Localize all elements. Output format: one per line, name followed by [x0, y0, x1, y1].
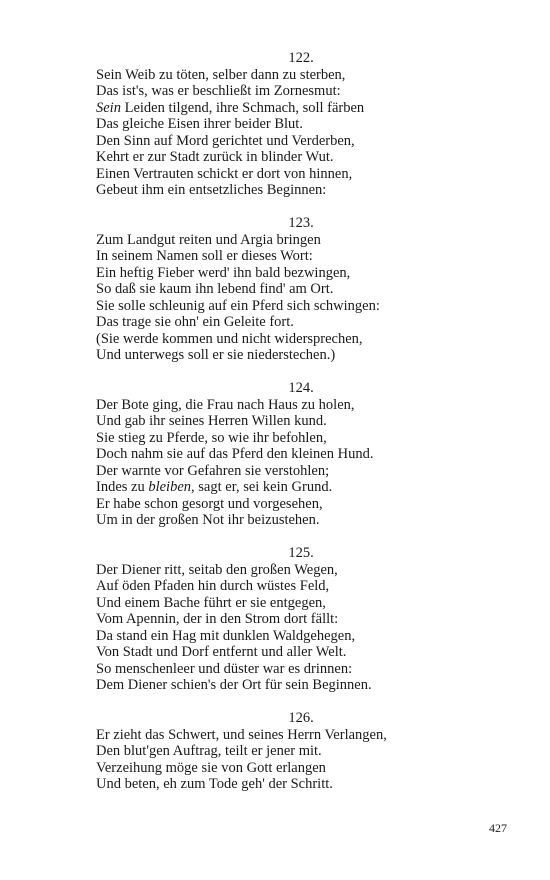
- verse-text: Indes zu: [96, 479, 149, 495]
- stanza-123: [96, 215, 496, 364]
- verse-line: Das trage sie ohn' ein Geleite fort.: [96, 314, 294, 330]
- verse-line: Das gleiche Eisen ihrer beider Blut.: [96, 116, 303, 132]
- stanza-number: 126.: [288, 710, 314, 726]
- verse-line: Da stand ein Hag mit dunklen Waldgehegen,: [96, 627, 356, 644]
- verse-line: Kehrt er zur Stadt zurück in blinder Wut.: [96, 149, 334, 165]
- stanza-125: [96, 545, 496, 694]
- verse-line: Und gab ihr seines Herren Willen kund.: [96, 413, 327, 429]
- verse-line: In seinem Namen soll er dieses Wort:: [96, 248, 313, 264]
- verse-line: Vom Apennin, der in den Strom dort fällt:: [96, 611, 339, 627]
- stanza-126: [96, 710, 496, 793]
- verse-text: sagt er, sei kein Grund.: [194, 479, 333, 495]
- verse-line: Der Diener ritt, seitab den großen Wegen,: [96, 561, 338, 578]
- verse-line: Dem Diener schien's der Ort für sein Beginnen.: [96, 677, 372, 693]
- verse-line: Sie stieg zu Pferde, so wie ihr befohlen,: [96, 429, 327, 446]
- poem-page: [96, 50, 496, 809]
- verse-line: Er habe schon gesorgt und vorgesehen,: [96, 495, 323, 512]
- verse-line: Sie solle schleunig auf ein Pferd sich schwingen:: [96, 297, 380, 314]
- italic-word: Sein: [96, 99, 121, 116]
- stanza-number: 122.: [288, 50, 314, 66]
- italic-word: bleiben,: [148, 479, 195, 495]
- verse-line: Verzeihung möge sie von Gott erlangen: [96, 759, 326, 776]
- verse-line: [96, 479, 496, 496]
- stanza-number: 124.: [288, 380, 314, 396]
- stanza-122: [96, 50, 496, 199]
- verse-line: Sein Weib zu töten, selber dann zu sterben,: [96, 66, 346, 83]
- verse-line: Und beten, eh zum Tode geh' der Schritt.: [96, 776, 333, 792]
- verse-line: Er zieht das Schwert, und seines Herrn Verlangen,: [96, 726, 387, 743]
- stanza-number: 125.: [288, 545, 314, 561]
- verse-line: So daß sie kaum ihn lebend find' am Ort.: [96, 281, 334, 297]
- verse-line: Der Bote ging, die Frau nach Haus zu holen,: [96, 396, 355, 413]
- verse-line: Einen Vertrauten schickt er dort von hinnen,: [96, 165, 353, 182]
- verse-line: Um in der großen Not ihr beizustehen.: [96, 512, 320, 528]
- verse-text: Leiden tilgend, ihre Schmach, soll färben: [120, 99, 365, 116]
- verse-line: Von Stadt und Dorf entfernt und aller Welt.: [96, 644, 347, 660]
- verse-line: Zum Landgut reiten und Argia bringen: [96, 231, 321, 248]
- verse-line: Den Sinn auf Mord gerichtet und Verderben,: [96, 132, 355, 149]
- verse-line: Und einem Bache führt er sie entgegen,: [96, 594, 326, 611]
- verse-line: Ein heftig Fieber werd' ihn bald bezwingen,: [96, 264, 351, 281]
- verse-line: Doch nahm sie auf das Pferd den kleinen Hund.: [96, 446, 374, 462]
- verse-line: (Sie werde kommen und nicht widersprechen,: [96, 330, 363, 347]
- stanza-124: [96, 380, 496, 529]
- verse-line: Gebeut ihm ein entsetzliches Beginnen:: [96, 182, 327, 198]
- verse-line: So menschenleer und düster war es drinnen:: [96, 660, 353, 677]
- verse-line: Das ist's, was er beschließt im Zornesmut:: [96, 83, 341, 99]
- verse-line: Den blut'gen Auftrag, teilt er jener mit.: [96, 743, 322, 759]
- verse-line: Der warnte vor Gefahren sie verstohlen;: [96, 462, 330, 479]
- verse-line: Auf öden Pfaden hin durch wüstes Feld,: [96, 578, 330, 594]
- verse-line: [96, 100, 496, 117]
- verse-line: Und unterwegs soll er sie niederstechen.): [96, 347, 336, 363]
- stanza-number: 123.: [288, 215, 314, 231]
- page-number: 427: [489, 821, 507, 835]
